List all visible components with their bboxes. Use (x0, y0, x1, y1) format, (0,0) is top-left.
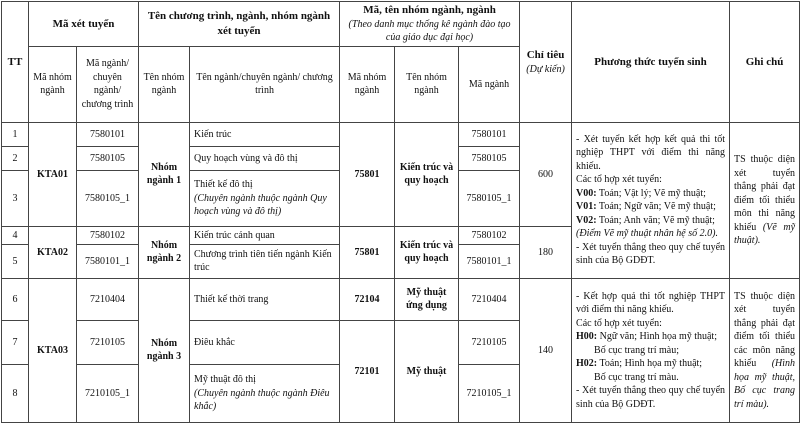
row-tt: 1 (2, 122, 29, 146)
row-ten-note: (Chuyên ngành thuộc ngành Quy hoạch vùng và đô thị) (194, 192, 327, 218)
row-ma: 7210105 (77, 320, 139, 364)
row-ma: 7580101 (77, 122, 139, 146)
pt1-line1: - Xét tuyển kết hợp kết quả thi tốt nghiệp THPT với điểm thi năng khiếu. (576, 133, 726, 172)
row-tt: 2 (2, 146, 29, 170)
row-tt: 6 (2, 278, 29, 320)
row-ten: Quy hoạch vùng và đô thị (190, 146, 340, 170)
group-ma-nhom: 75801 (340, 122, 395, 226)
row-ma: 7580105 (77, 146, 139, 170)
header-tt: TT (2, 2, 29, 123)
group-ten-nhom: Mỹ thuật (395, 320, 459, 422)
group-nhom: Nhóm ngành 3 (139, 278, 190, 422)
row-ma-nganh: 7580101 (459, 122, 520, 146)
row-tt: 4 (2, 226, 29, 244)
phuong-thuc-cell (572, 278, 730, 422)
pt1-v02 (576, 214, 725, 228)
gc2-text: TS thuộc diện xét tuyển thẳng phải đạt điểm tối thiểu các môn năng khiếu (734, 290, 796, 370)
group-chi-tieu: 140 (520, 278, 572, 422)
header-ten-nhom-nganh: Tên nhóm ngành (139, 46, 190, 122)
header-ten-nhom-nganh-2: Tên nhóm ngành (395, 46, 459, 122)
group-code: KTA01 (29, 122, 77, 226)
gc1-text: TS thuộc diện xét tuyển thẳng phải đạt điểm tối thiểu môn thi năng khiếu (734, 154, 796, 233)
row-ma-nganh: 7210105 (459, 320, 520, 364)
header-ma-nganh-chuyen-nganh: Mã ngành/ chuyên ngành/ chương trình (77, 46, 139, 122)
pt2-h02-code: H02: (576, 358, 598, 370)
pt2-h00 (576, 330, 725, 344)
row-ten-note: (Chuyên ngành thuộc ngành Điêu khắc) (194, 387, 330, 413)
table-row (2, 278, 800, 320)
header-ma-nhom-nganh-2: Mã nhóm ngành (340, 46, 395, 122)
pt1-v00-code: V00: (576, 187, 597, 199)
row-ma-nganh: 7580105 (459, 146, 520, 170)
group-ten-nhom: Kiến trúc và quy hoạch (395, 226, 459, 278)
row-ten: Kiến trúc cảnh quan (190, 226, 340, 244)
pt1-line-last: - Xét tuyển thẳng theo quy chế tuyển sinh của Bộ GDĐT. (576, 241, 726, 267)
row-ma: 7210404 (77, 278, 139, 320)
row-ma: 7580102 (77, 226, 139, 244)
pt1-v02-code: V02: (576, 214, 597, 226)
group-code: KTA02 (29, 226, 77, 278)
row-tt: 5 (2, 244, 29, 278)
row-ma-nganh: 7580102 (459, 226, 520, 244)
header-ma-nhom-nganh: Mã nhóm ngành (29, 46, 77, 122)
pt1-v01-text: Toán; Ngữ văn; Vẽ mỹ thuật; (596, 201, 716, 213)
pt2-h00-code: H00: (576, 331, 598, 343)
pt1-note: (Điểm Vẽ mỹ thuật nhân hệ số 2.0). (576, 228, 718, 240)
group-nhom: Nhóm ngành 1 (139, 122, 190, 226)
row-ten: Chương trình tiên tiến ngành Kiến trúc (190, 244, 340, 278)
header-chi-tieu-note: (Dự kiến) (526, 63, 565, 75)
row-ten-cell (190, 170, 340, 226)
pt1-v00-text: Toán; Vật lý; Vẽ mỹ thuật; (596, 187, 706, 199)
header-phuong-thuc: Phương thức tuyển sinh (572, 2, 730, 123)
row-ma-nganh: 7210105_1 (459, 364, 520, 422)
header-ghi-chu: Ghi chú (730, 2, 800, 123)
row-tt: 8 (2, 364, 29, 422)
header-ma-ten-nhom-title: Mã, tên nhóm ngành, ngành (363, 4, 496, 16)
header-ma-ten-nhom (340, 2, 520, 47)
header-ma-nganh: Mã ngành (459, 46, 520, 122)
pt1-v01-code: V01: (576, 201, 597, 213)
group-ten-nhom: Mỹ thuật ứng dụng (395, 278, 459, 320)
pt1-v02-text: Toán; Anh văn; Vẽ mỹ thuật; (596, 214, 715, 226)
pt2-h02-text: Toán; Hình họa mỹ thuật; (597, 358, 703, 370)
group-nhom: Nhóm ngành 2 (139, 226, 190, 278)
row-ten: Điêu khắc (190, 320, 340, 364)
pt2-line-last: - Xét tuyển thẳng theo quy chế tuyển sinh của Bộ GDĐT. (576, 385, 726, 410)
pt1-v00 (576, 187, 725, 201)
row-tt: 7 (2, 320, 29, 364)
admissions-table (1, 1, 800, 423)
pt2-h02-b: Bố cục trang trí màu. (594, 371, 679, 383)
group-ten-nhom: Kiến trúc và quy hoạch (395, 122, 459, 226)
header-ma-xet-tuyen: Mã xét tuyển (29, 2, 139, 47)
header-ten-chuong-trinh: Tên chương trình, ngành, nhóm ngành xét tuyển (139, 2, 340, 47)
row-ma: 7580105_1 (77, 170, 139, 226)
pt1-line2: Các tổ hợp xét tuyển: (576, 174, 662, 186)
ghi-chu-cell (730, 122, 800, 278)
row-ten: Thiết kế đô thị (194, 179, 253, 191)
row-ma: 7580101_1 (77, 244, 139, 278)
pt2-line1: - Kết hợp quả thi tốt nghiệp THPT với điểm thi năng khiếu. (576, 290, 726, 316)
header-chi-tieu (520, 2, 572, 123)
row-ten: Thiết kế thời trang (190, 278, 340, 320)
header-ma-ten-nhom-note: (Theo danh mục thống kê ngành đào tạo của giáo dục đại học) (348, 18, 511, 44)
group-chi-tieu: 180 (520, 226, 572, 278)
row-ma-nganh: 7580101_1 (459, 244, 520, 278)
group-ma-nhom: 75801 (340, 226, 395, 278)
pt2-h00-b: Bố cục trang trí màu; (594, 344, 680, 356)
phuong-thuc-cell (572, 122, 730, 278)
row-tt: 3 (2, 170, 29, 226)
gc1-note: (Vẽ mỹ thuật). (734, 221, 796, 247)
row-ma-nganh: 7580105_1 (459, 170, 520, 226)
header-ten-nganh-chuyen-nganh: Tên ngành/chuyên ngành/ chương trình (190, 46, 340, 122)
group-ma-nhom: 72101 (340, 320, 395, 422)
group-ma-nhom: 72104 (340, 278, 395, 320)
header-row (2, 2, 800, 47)
pt2-h02 (576, 357, 725, 371)
pt1-v01 (576, 200, 725, 214)
table-row (2, 122, 800, 146)
ghi-chu-cell (730, 278, 800, 422)
row-ten-cell (190, 364, 340, 422)
group-chi-tieu: 600 (520, 122, 572, 226)
gc2-note: (Hình họa mỹ thuật, Bố cục trang trí màu). (734, 358, 796, 410)
pt2-h00-text: Ngữ văn; Hình họa mỹ thuật; (597, 331, 717, 343)
header-chi-tieu-title: Chỉ tiêu (526, 48, 565, 61)
group-code: KTA03 (29, 278, 77, 422)
row-ten: Kiến trúc (190, 122, 340, 146)
row-ma: 7210105_1 (77, 364, 139, 422)
row-ma-nganh: 7210404 (459, 278, 520, 320)
pt2-line2: Các tổ hợp xét tuyển: (576, 317, 662, 329)
row-ten: Mỹ thuật đô thị (194, 374, 256, 386)
